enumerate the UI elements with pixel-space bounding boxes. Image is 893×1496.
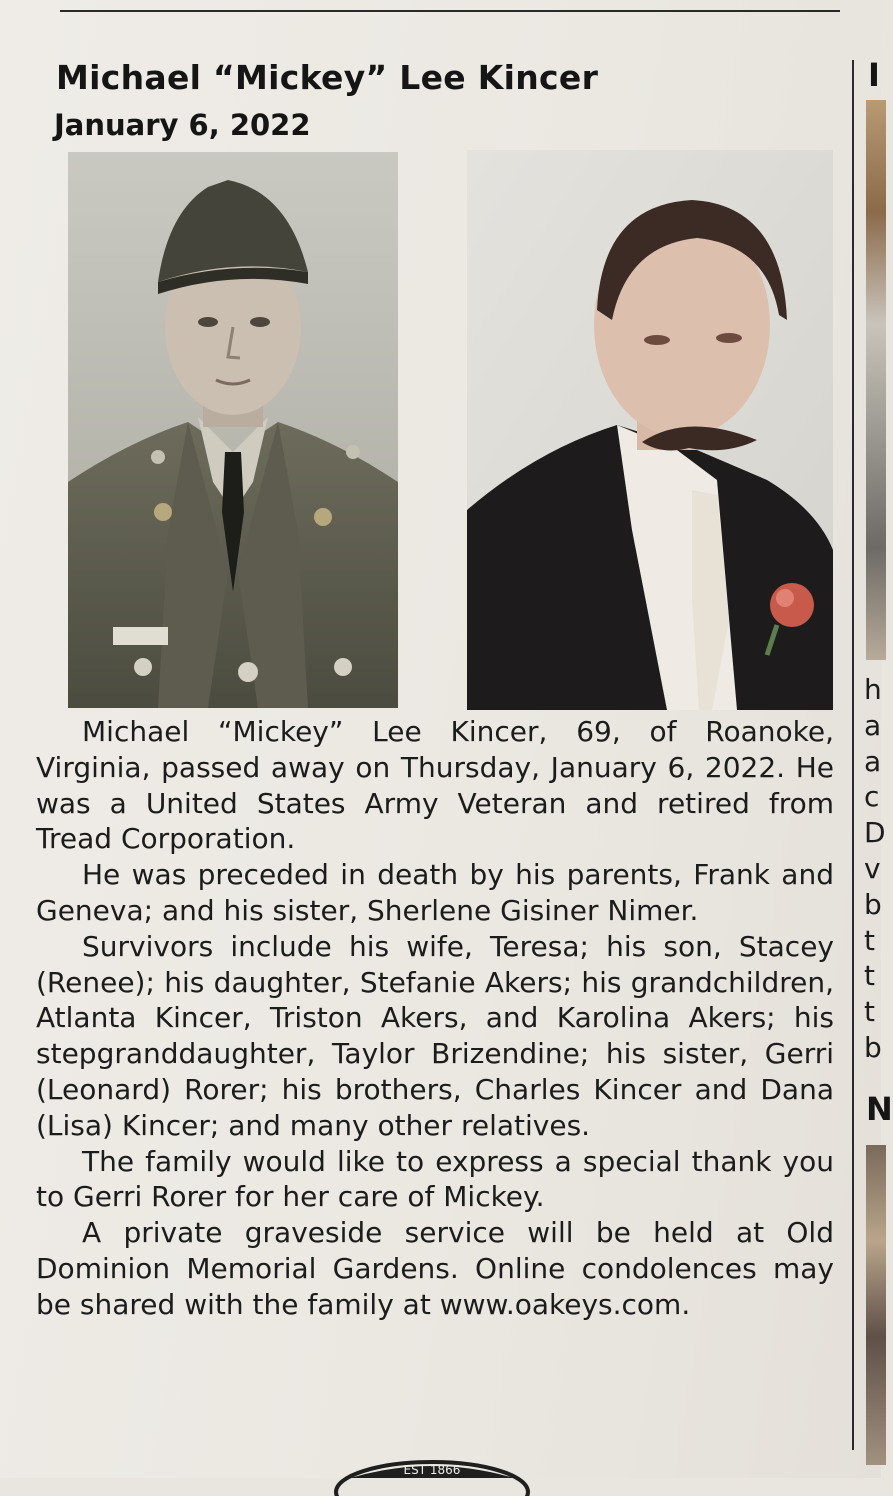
adjacent-line-start: t (864, 959, 875, 993)
adjacent-line-start: h (864, 673, 882, 706)
adjacent-line-start: D (864, 816, 886, 850)
obituary-name: Michael “Mickey” Lee Kincer (56, 58, 599, 97)
funeral-home-logo (332, 1452, 532, 1492)
obituary-body (36, 714, 834, 1323)
column-rule (852, 60, 854, 1450)
obituary-paragraph: He was preceded in death by his parents, Frank and Geneva; and his sister, Sherlene Gisiner Nimer. (36, 858, 834, 927)
adjacent-heading-fragment-2: N (866, 1090, 893, 1128)
adjacent-text-fragment (864, 672, 884, 1066)
logo-est-text: EST 1866 (403, 1463, 461, 1477)
adjacent-line-start: c (864, 780, 880, 814)
adjacent-line-start: b (864, 1030, 882, 1064)
army-portrait-photo (68, 152, 398, 708)
adjacent-line-start: a (864, 744, 882, 778)
obituary-paragraph: Michael “Mickey” Lee Kincer, 69, of Roanoke, Virginia, passed away on Thursday, January 6, 2022. He was a United States Army Veteran and retired from Tread Corporation. (36, 715, 834, 856)
adjacent-heading-fragment: I (868, 56, 880, 94)
obituary-paragraph: A private graveside service will be held at Old Dominion Memorial Gardens. Online condolences may be shared with the family at www.oakeys.com. (36, 1216, 834, 1321)
obituary-paragraph: The family would like to express a special thank you to Gerri Rorer for her care of Mickey. (36, 1144, 834, 1214)
adjacent-line-start: b (864, 887, 882, 921)
top-rule (60, 10, 840, 12)
adjacent-line-start: t (864, 995, 875, 1029)
adjacent-line-start: t (864, 923, 875, 957)
adjacent-line-start: v (864, 851, 881, 885)
adjacent-photo-fragment-2 (866, 1145, 886, 1465)
adjacent-photo-fragment (866, 100, 886, 660)
obituary-date: January 6, 2022 (54, 108, 311, 142)
obituary-paragraph: Survivors include his wife, Teresa; his son, Stacey (Renee); his daughter, Stefanie Akers; his grandchildren, Atlanta Kincer, Triston Akers, and Karolina Akers; his stepgranddaughter, Taylor Brizendine; his sister, Gerri (Leonard) Rorer; his brothers, Charles Kincer and Dana (Lisa) Kincer; and many other relatives. (36, 929, 834, 1142)
adjacent-line-start: a (864, 708, 882, 742)
adult-portrait-photo (467, 150, 833, 710)
